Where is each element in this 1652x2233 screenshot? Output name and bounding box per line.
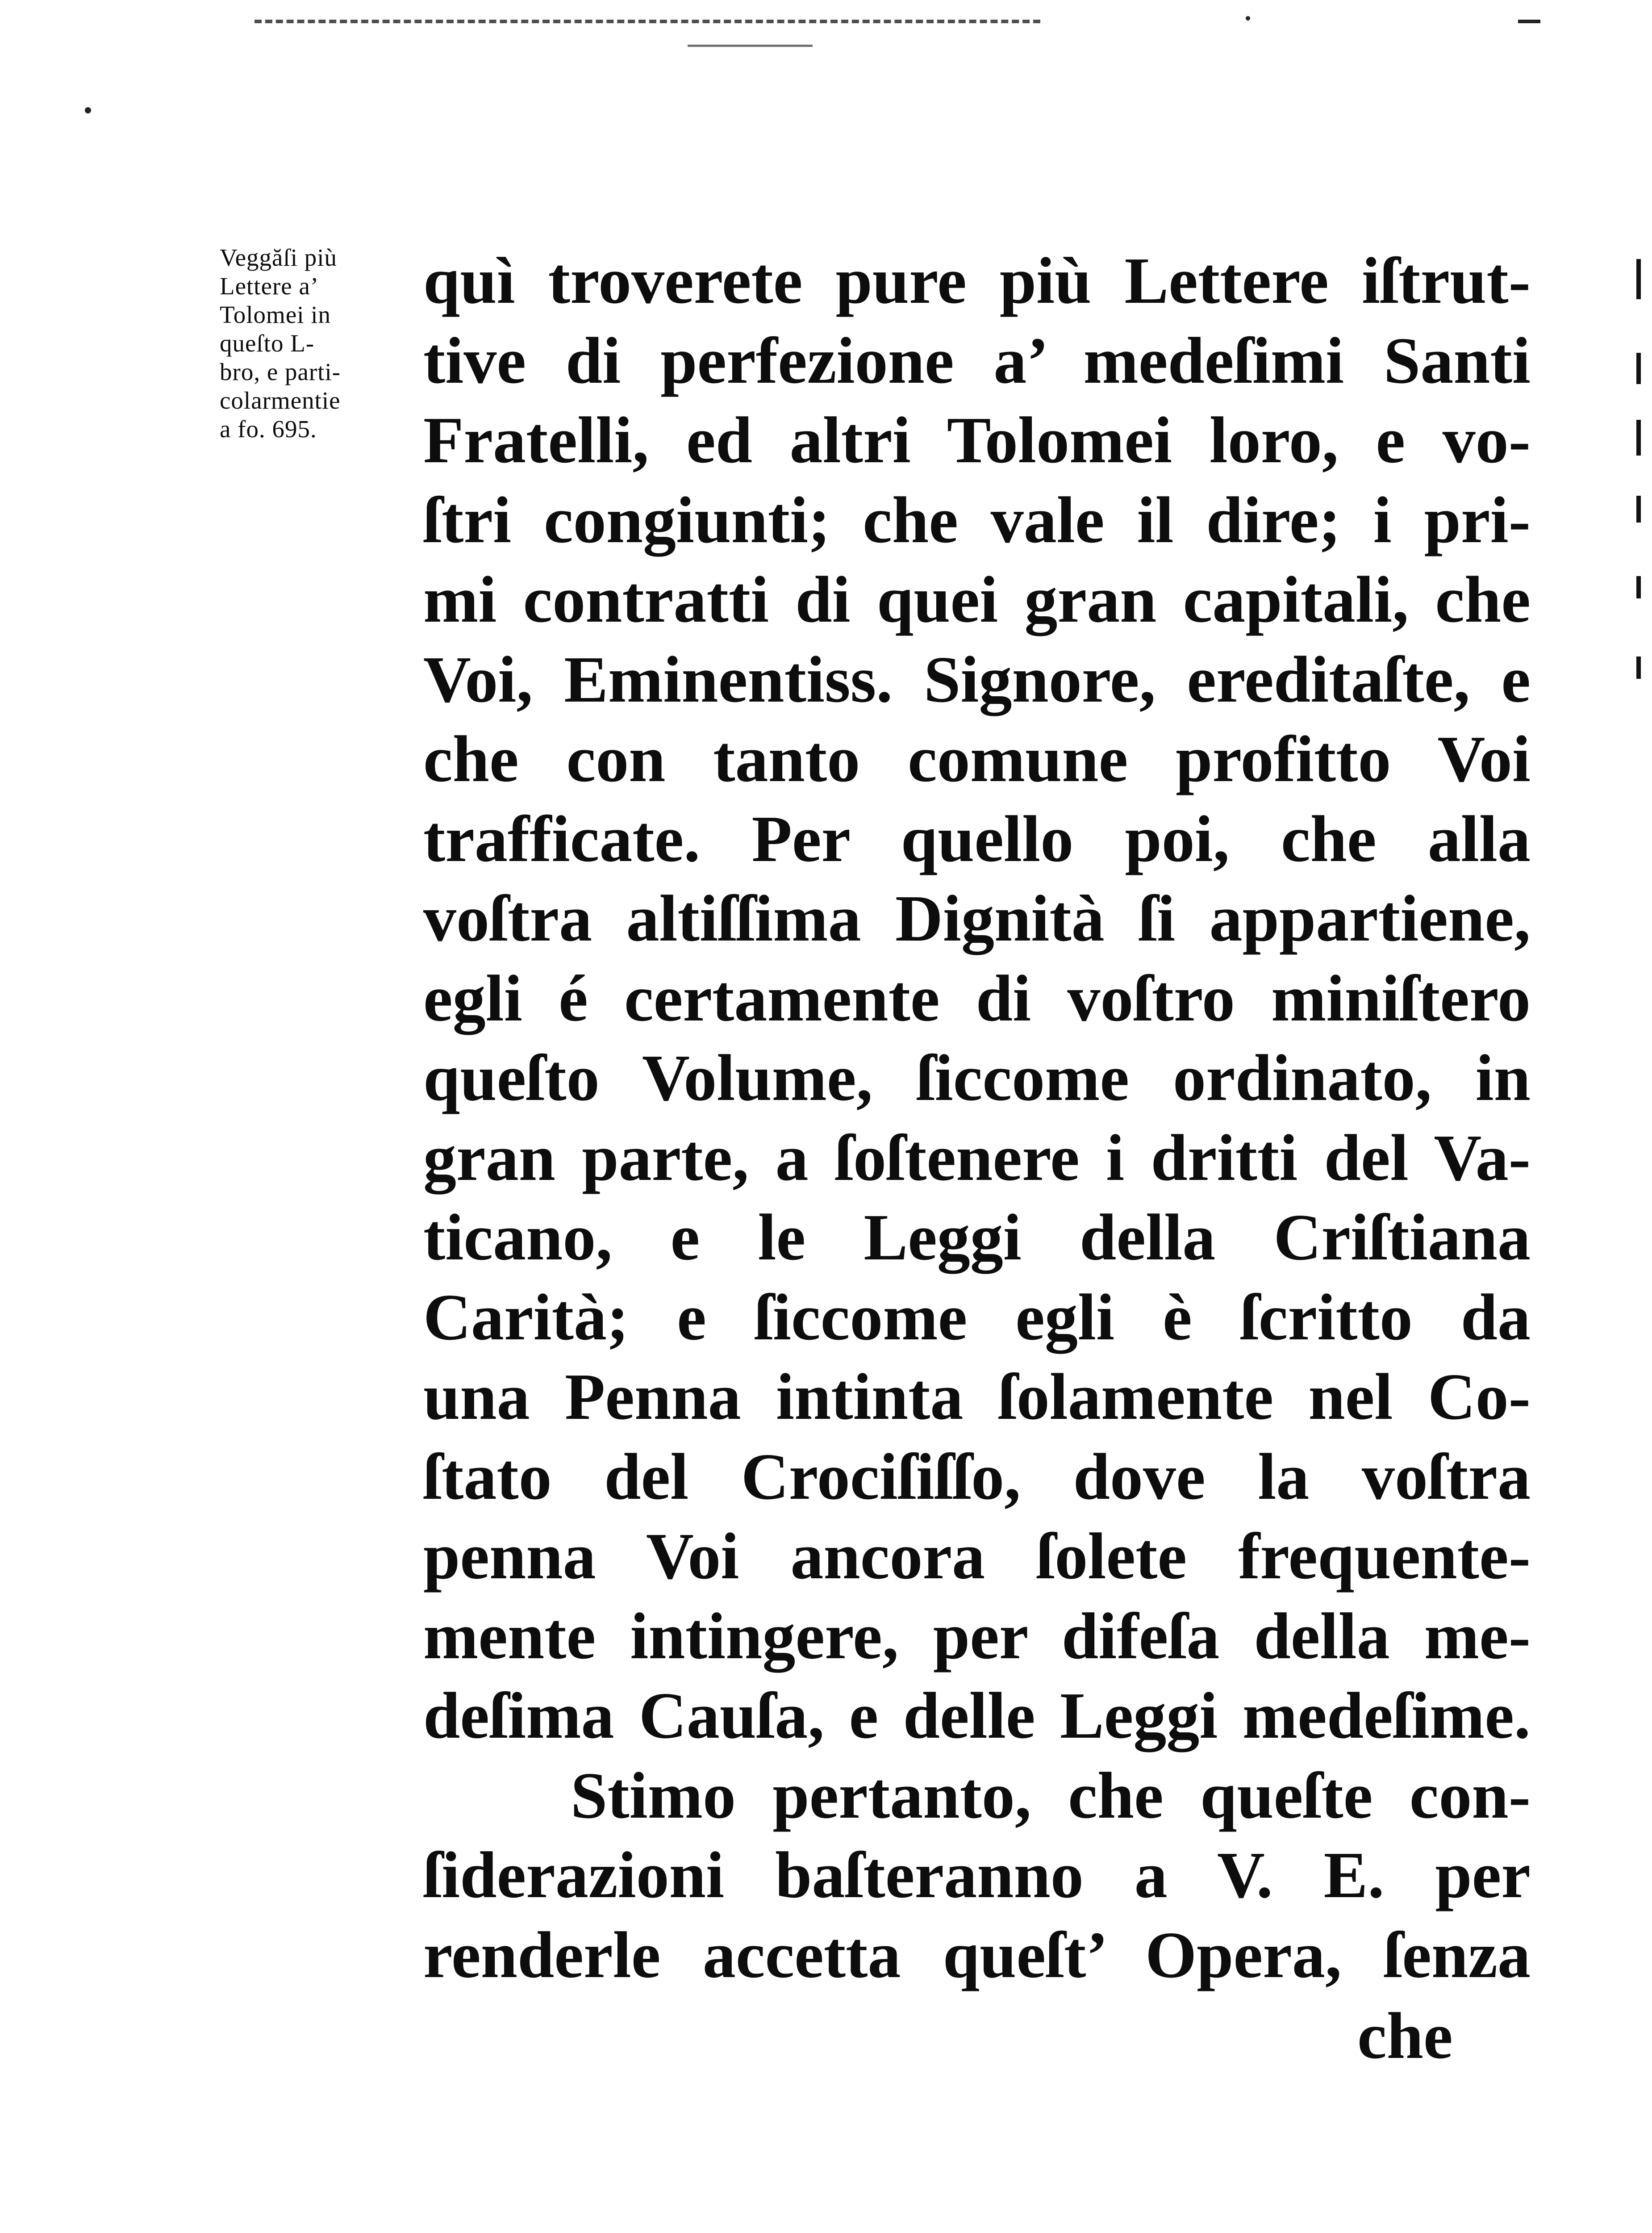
text-line: tive di perfezione a’ medeſimi Santi <box>423 324 1531 397</box>
bleed-mark <box>1636 420 1641 456</box>
speck <box>1246 16 1250 21</box>
text-line: ſtato del Crociſiſſo, dove la voſtra <box>423 1440 1531 1514</box>
bleed-mark <box>1636 259 1641 299</box>
text-line: voſtra altiſſima Dignità ſi appartiene, <box>423 882 1531 955</box>
text-line: ſiderazioni baſteranno a V. E. per <box>423 1839 1531 1912</box>
catchword: che <box>1357 1999 1453 2073</box>
text-line: gran parte, a ſoſtenere i dritti del Va- <box>423 1121 1531 1195</box>
bleed-mark <box>1636 353 1641 384</box>
top-scan-artifact-3 <box>1518 20 1540 23</box>
text-line: queſto Volume, ſiccome ordinato, in <box>423 1041 1531 1115</box>
text-line: egli é certamente di voſtro miniſtero <box>423 962 1531 1035</box>
body-text <box>423 241 1531 1995</box>
top-scan-artifact-2 <box>688 45 813 47</box>
text-line: renderle accetta queſt’ Opera, ſenza <box>423 1918 1531 1992</box>
bleed-mark <box>1636 496 1641 523</box>
marginal-note-line: Lettere a’ <box>220 272 319 300</box>
marginal-note <box>220 243 398 443</box>
text-line: ſtri congiunti; che vale il dire; i pri- <box>423 483 1531 557</box>
text-line: deſima Cauſa, e delle Leggi medeſime. <box>423 1679 1531 1752</box>
marginal-note-line: a fo. 695. <box>220 415 317 443</box>
top-scan-artifact <box>254 20 1040 29</box>
bleed-mark <box>1636 657 1641 679</box>
text-line: quì troverete pure più Lettere iſtrut- <box>423 244 1531 318</box>
text-line: mi contratti di quei gran capitali, che <box>423 563 1531 636</box>
marginal-note-line: bro, e parti- <box>220 358 341 385</box>
text-line: trafficate. Per quello poi, che alla <box>423 802 1531 876</box>
text-line: una Penna intinta ſolamente nel Co- <box>423 1360 1531 1434</box>
text-line: Voi, Eminentiss. Signore, ereditaſte, e <box>423 643 1531 716</box>
speck <box>85 107 91 113</box>
marginal-note-line: Tolomei in <box>220 301 331 328</box>
marginal-note-line: queſto L- <box>220 330 315 357</box>
text-line: penna Voi ancora ſolete frequente- <box>423 1520 1531 1593</box>
text-line: che con tanto comune profitto Voi <box>423 723 1531 796</box>
text-line: ticano, e le Leggi della Criſtiana <box>423 1201 1531 1274</box>
text-line: Carità; e ſiccome egli è ſcritto da <box>423 1280 1531 1354</box>
text-line: Stimo pertanto, che queſte con- <box>571 1759 1531 1832</box>
text-line: Fratelli, ed altri Tolomei loro, e vo- <box>423 404 1531 477</box>
bleed-mark <box>1636 576 1641 598</box>
marginal-note-line: Veggăſi più <box>220 244 338 271</box>
text-line: mente intingere, per difeſa della me- <box>423 1599 1531 1673</box>
marginal-note-line: colarmentie <box>220 387 341 414</box>
